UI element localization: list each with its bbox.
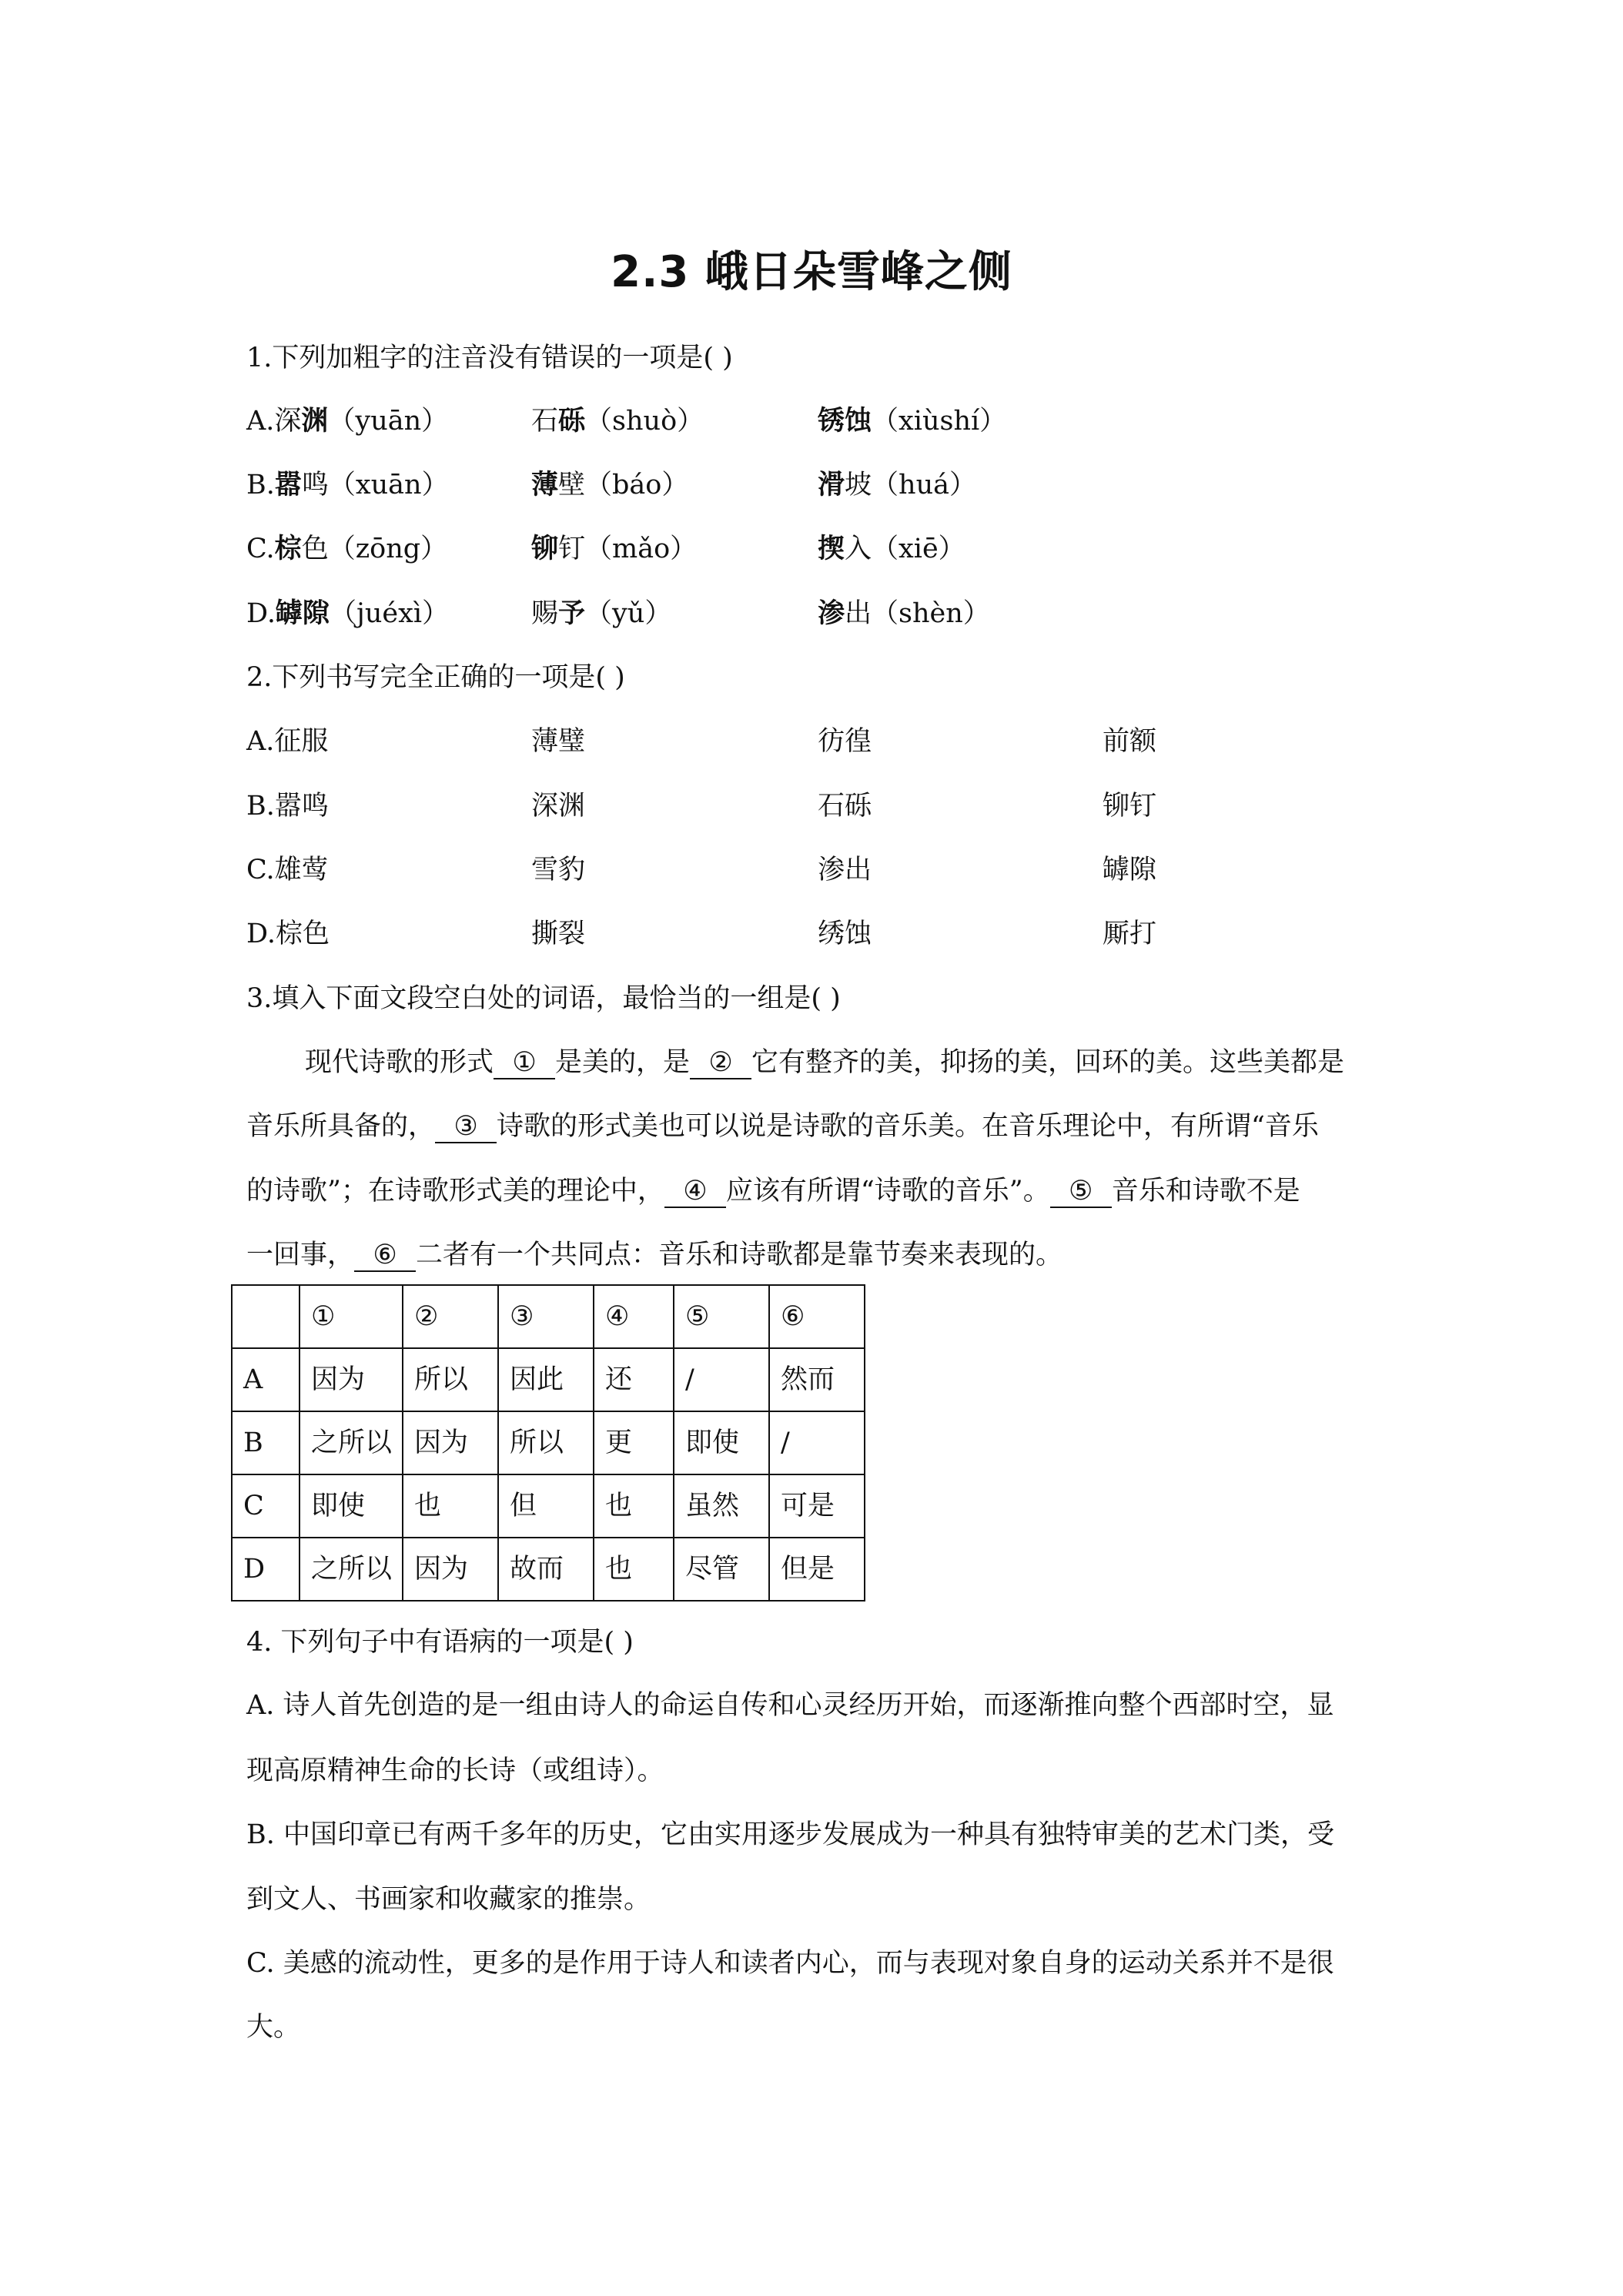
q1-option-a-col2: 石砾（shuò） [531,405,704,437]
table-cell: 因此 [498,1348,594,1411]
q1-option-c-col2: 铆钉（mǎo） [531,533,698,564]
table-cell: ⑥ [769,1285,865,1348]
q2-b-4: 铆钉 [1103,791,1157,822]
q2-b-3: 石砾 [818,791,872,822]
table-row [232,1474,865,1538]
q2-c-2: 雪豹 [531,855,586,885]
q2-c-4: 罅隙 [1103,855,1157,885]
q2-a-2: 薄璧 [531,726,586,757]
q1-option-b-col2: 薄壁（báo） [531,469,689,500]
table-cell: 然而 [769,1348,865,1411]
q3-para-line-2: 音乐所具备的， ③ 诗歌的形式美也可以说是诗歌的音乐美。在音乐理论中，有所谓“音乐 [246,1111,1319,1142]
table-cell: 故而 [498,1538,594,1601]
page-title: 2.3 峨日朵雪峰之侧 [611,247,1012,297]
q1-stem: 1.下列加粗字的注音没有错误的一项是( ) [246,343,733,373]
table-cell: 还 [594,1348,674,1411]
table-cell: ③ [498,1285,594,1348]
q2-b-2: 深渊 [531,791,586,822]
q1-option-a-col1: A.深渊（yuān） [246,405,449,437]
table-cell: A [232,1348,300,1411]
q3-answer-table [231,1284,865,1602]
table-cell: 因为 [403,1538,498,1601]
table-row [232,1538,865,1601]
table-cell: 虽然 [674,1474,769,1538]
q1-option-d-col2: 赐予（yǔ） [531,597,672,629]
q2-a-3: 彷徨 [818,726,872,757]
table-cell: 也 [403,1474,498,1538]
q2-c-1: C.雄莺 [246,855,329,885]
q1-option-d-col3: 渗出（shèn） [818,597,990,629]
q2-a-1: A.征服 [246,726,329,757]
table-row [232,1411,865,1474]
table-cell: ① [300,1285,403,1348]
q2-d-2: 撕裂 [531,919,586,949]
table-cell: D [232,1538,300,1601]
q3-para-line-3: 的诗歌”；在诗歌形式美的理论中， ④ 应该有所谓“诗歌的音乐”。 ⑤ 音乐和诗歌不是 [246,1176,1300,1207]
blank-5: ⑤ [1050,1176,1112,1208]
q1-option-b-col1: B.嚣鸣（xuān） [246,469,449,500]
table-cell: / [769,1411,865,1474]
table-cell: ② [403,1285,498,1348]
table-cell: B [232,1411,300,1474]
table-cell: 更 [594,1411,674,1474]
blank-2: ② [690,1047,751,1079]
table-cell: 但 [498,1474,594,1538]
blank-3: ③ [435,1111,497,1143]
table-cell: 因为 [300,1348,403,1411]
q4-option-b-line-2: 到文人、书画家和收藏家的推崇。 [246,1884,651,1915]
q1-option-d-col1: D.罅隙（juéxì） [246,597,450,629]
table-cell: 之所以 [300,1538,403,1601]
q4-option-b-line-1: B. 中国印章已有两千多年的历史，它由实用逐步发展成为一种具有独特审美的艺术门类，受 [246,1819,1334,1850]
q2-stem: 2.下列书写完全正确的一项是( ) [246,662,625,693]
q2-d-1: D.棕色 [246,919,330,949]
q2-d-3: 绣蚀 [818,919,872,949]
table-cell [232,1285,300,1348]
table-row [232,1348,865,1411]
table-cell: 因为 [403,1411,498,1474]
q1-option-a-col3: 锈蚀（xiùshí） [818,405,1007,437]
table-cell: 所以 [498,1411,594,1474]
q3-para-line-4: 一回事， ⑥ 二者有一个共同点：音乐和诗歌都是靠节奏来表现的。 [246,1240,1063,1270]
table-cell: 可是 [769,1474,865,1538]
table-cell: C [232,1474,300,1538]
q4-option-a-line-1: A. 诗人首先创造的是一组由诗人的命运自传和心灵经历开始，而逐渐推向整个西部时空，显 [246,1690,1334,1721]
q1-option-c-col1: C.棕色（zōng） [246,533,448,564]
table-cell: 即使 [300,1474,403,1538]
table-cell: 但是 [769,1538,865,1601]
q4-option-c-line-1: C. 美感的流动性，更多的是作用于诗人和读者内心，而与表现对象自身的运动关系并不是很 [246,1948,1334,1979]
table-cell: 也 [594,1474,674,1538]
q4-option-a-line-2: 现高原精神生命的长诗（或组诗）。 [246,1755,664,1786]
q4-stem: 4. 下列句子中有语病的一项是( ) [246,1627,634,1658]
q2-d-4: 厮打 [1103,919,1157,949]
table-header-row [232,1285,865,1348]
q3-para-line-1: 现代诗歌的形式 ① 是美的，是 ② 它有整齐的美，抑扬的美，回环的美。这些美都是 [305,1047,1345,1078]
blank-4: ④ [664,1176,726,1208]
q3-stem: 3.填入下面文段空白处的词语，最恰当的一组是( ) [246,983,841,1014]
q1-option-b-col3: 滑坡（huá） [818,469,976,500]
table-cell: 尽管 [674,1538,769,1601]
q2-a-4: 前额 [1103,726,1157,757]
table-cell: / [674,1348,769,1411]
table-cell: 所以 [403,1348,498,1411]
table-cell: ④ [594,1285,674,1348]
q2-c-3: 渗出 [818,855,872,885]
table-cell: 即使 [674,1411,769,1474]
blank-6: ⑥ [354,1240,416,1272]
table-cell: 也 [594,1538,674,1601]
q4-option-c-line-2: 大。 [246,2012,301,2043]
q2-b-1: B.嚣鸣 [246,791,329,822]
q1-option-c-col3: 揳入（xiē） [818,533,965,564]
table-cell: 之所以 [300,1411,403,1474]
blank-1: ① [494,1047,555,1079]
table-cell: ⑤ [674,1285,769,1348]
